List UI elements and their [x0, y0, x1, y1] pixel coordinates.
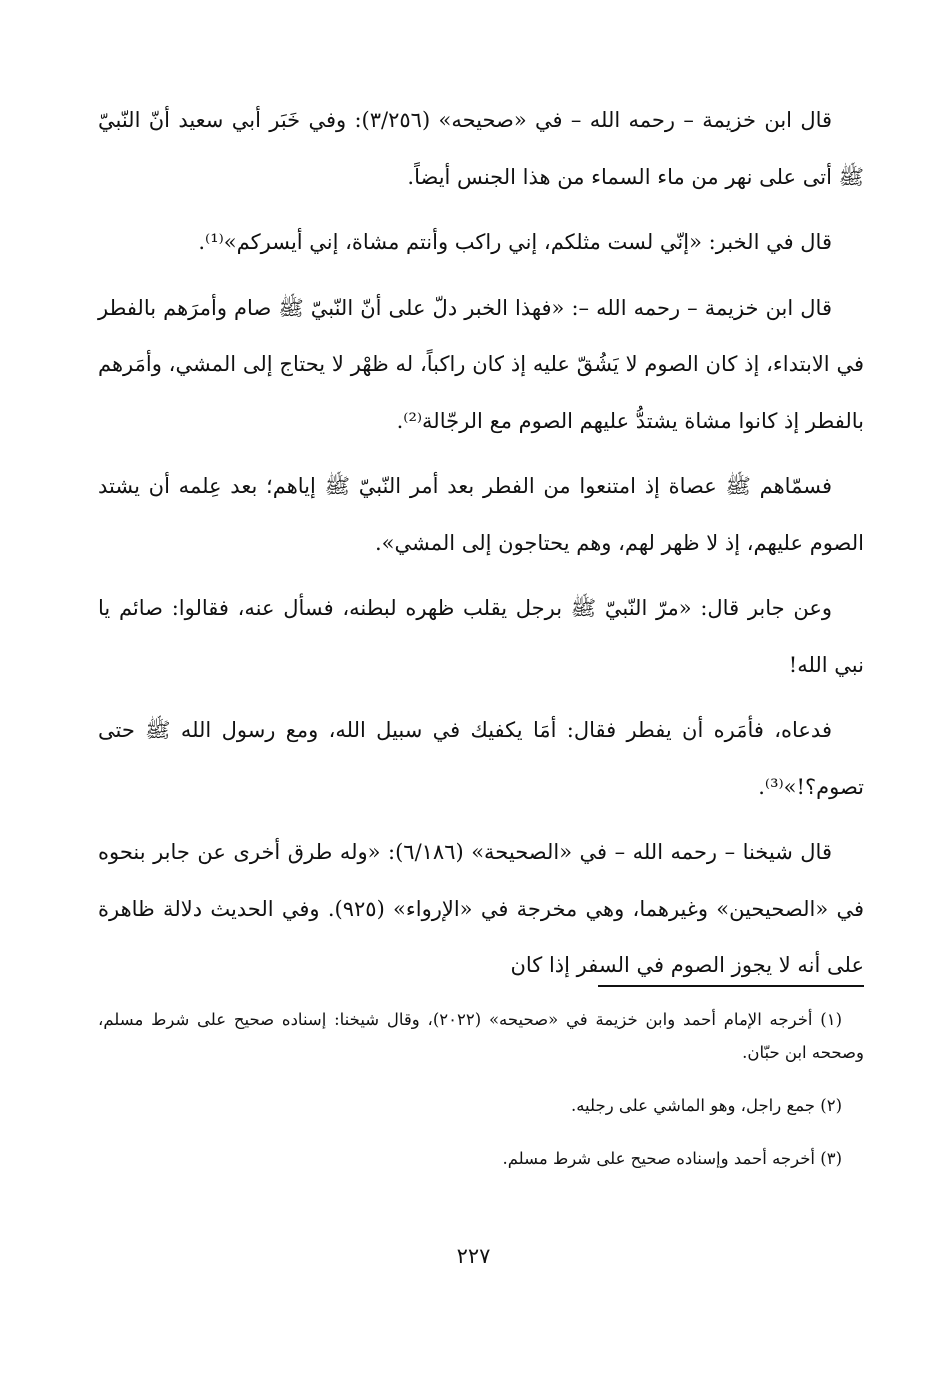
paragraph-2: قال في الخبر: «إنّي لست مثلكم، إني راكب وأنتم مشاة، إني أيسركم»⁽¹⁾. — [198, 230, 832, 254]
footnote-3: (٣) أخرجه أحمد وإسناده صحيح على شرط مسلم. — [502, 1149, 842, 1168]
paragraph-5: وعن جابر قال: «مرّ النّبيّ ﷺ برجل يقلب ظهره لبطنه، فسأل عنه، فقالوا: صائم يا نبي الله! — [98, 596, 864, 677]
page-number: ٢٢٧ — [456, 1244, 491, 1268]
paragraph-7: قال شيخنا – رحمه الله – في «الصحيحة» (٦/١٨٦): «وله طرق أخرى عن جابر بنحوه في «الصحيحين» وغيرهما، وهي مخرجة في «الإرواء» (٩٢٥). وفي الحديث دلالة ظاهرة على أنه لا يجوز الصوم في السفر إذا كان — [98, 840, 864, 977]
paragraph-3: قال ابن خزيمة – رحمه الله –: «فهذا الخبر دلّ على أنّ النّبيّ ﷺ صام وأمرَهم بالفطر في الابتداء، إذ كان الصوم لا يَشُقّ عليه إذ كان راكباً، له ظهْر لا يحتاج إلى المشي، وأمَرهم بالفطر إذ كانوا مشاة يشتدُّ عليهم الصوم مع الرجّالة⁽²⁾. — [98, 295, 864, 433]
footnote-1: (١) أخرجه الإمام أحمد وابن خزيمة في «صحيحه» (٢٠٢٢)، وقال شيخنا: إسناده صحيح على شرط مسلم، وصححه ابن حبّان. — [98, 1010, 864, 1062]
paragraph-1: قال ابن خزيمة – رحمه الله – في «صحيحه» (٣/٢٥٦): وفي خَبَر أبي سعيد أنّ النّبيّ ﷺ أتى على نهر من ماء السماء من هذا الجنس أيضاً. — [98, 108, 864, 189]
footnote-2: (٢) جمع راجل، وهو الماشي على رجليه. — [570, 1096, 842, 1115]
paragraph-6: فدعاه، فأمَره أن يفطر فقال: أمَا يكفيك في سبيل الله، ومع رسول الله ﷺ حتى تصوم؟!»⁽³⁾. — [98, 718, 864, 799]
main-text — [98, 92, 864, 994]
paragraph-4: فسمّاهم ﷺ عصاة إذ امتنعوا من الفطر بعد أمر النّبيّ ﷺ إياهم؛ بعد عِلمه أن يشتد الصوم عليهم، إذ لا ظهر لهم، وهم يحتاجون إلى المشي». — [98, 474, 864, 555]
footnotes — [98, 1003, 864, 1175]
footnote-divider — [598, 985, 864, 987]
